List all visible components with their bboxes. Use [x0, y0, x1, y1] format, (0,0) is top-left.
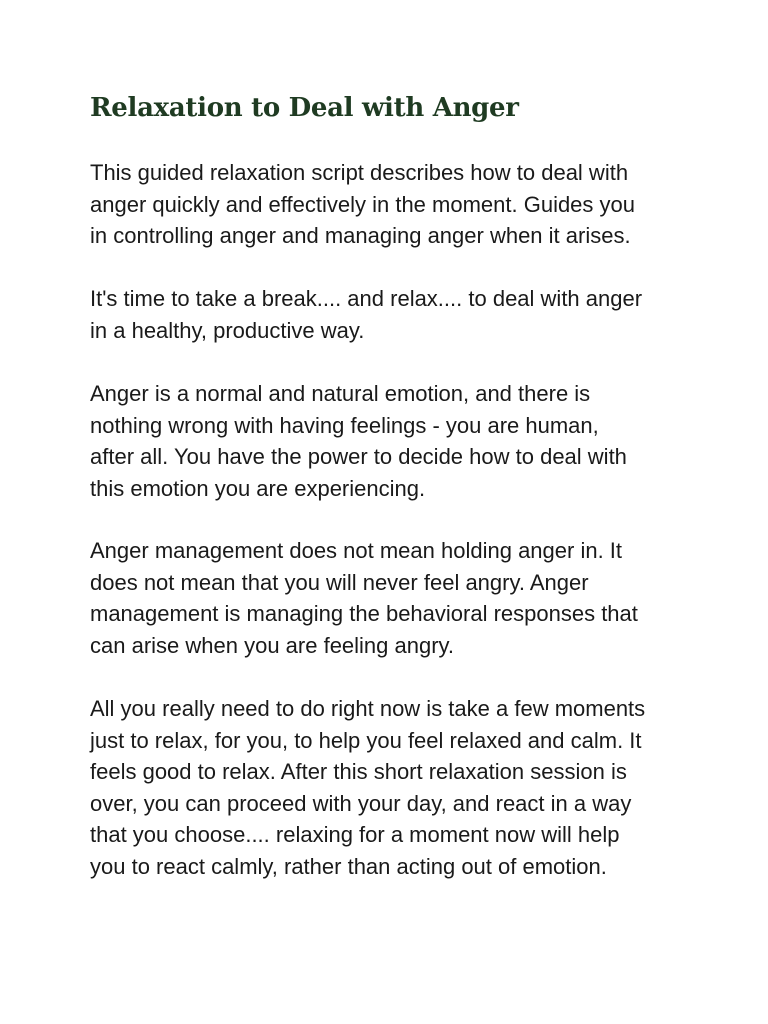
- text-line: over, you can proceed with your day, and react in a way: [90, 790, 632, 816]
- text-line: after all. You have the power to decide how to deal with: [90, 444, 627, 469]
- text-line: feels good to relax. After this short relaxation session is: [90, 759, 627, 784]
- text-line: management is managing the behavioral responses that: [90, 601, 638, 626]
- paragraph-anger-management: [90, 535, 690, 661]
- text-line: that you choose.... relaxing for a moment now will help: [90, 822, 620, 847]
- paragraph-take-a-break: [90, 283, 690, 346]
- document-title: Relaxation to Deal with Anger: [90, 93, 519, 123]
- text-line: anger quickly and effectively in the moment. Guides you: [90, 191, 636, 217]
- text-line: in controlling anger and managing anger when it arises.: [90, 223, 631, 248]
- text-line: you to react calmly, rather than acting out of emotion.: [90, 853, 607, 879]
- text-line: Anger management does not mean holding anger in. It: [90, 538, 623, 563]
- text-line: does not mean that you will never feel angry. Anger: [90, 569, 589, 595]
- paragraph-intro: [90, 157, 690, 252]
- text-line: This guided relaxation script describes how to deal with: [90, 160, 629, 185]
- text-line: It's time to take a break.... and relax.... to deal with anger: [90, 286, 643, 311]
- paragraph-normal-emotion: [90, 378, 690, 504]
- paragraph-relax-now: [90, 693, 690, 882]
- text-line: can arise when you are feeling angry.: [90, 632, 455, 658]
- text-line: All you really need to do right now is take a few moments: [90, 696, 646, 721]
- text-line: in a healthy, productive way.: [90, 317, 365, 343]
- text-line: Anger is a normal and natural emotion, and there is: [90, 381, 591, 406]
- text-line: nothing wrong with having feelings - you are human,: [90, 412, 599, 438]
- text-line: this emotion you are experiencing.: [90, 475, 426, 501]
- text-line: just to relax, for you, to help you feel relaxed and calm. It: [90, 727, 642, 753]
